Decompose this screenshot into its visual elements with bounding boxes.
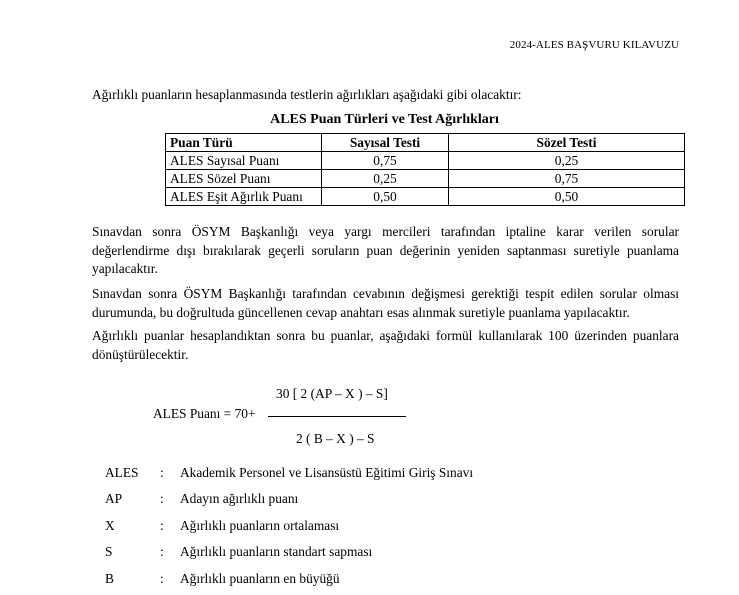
table-cell: 0,25 xyxy=(322,170,449,188)
table-cell: ALES Sayısal Puanı xyxy=(166,152,322,170)
table-title: ALES Puan Türleri ve Test Ağırlıkları xyxy=(270,112,499,127)
formula-label: ALES Puanı = 70+ xyxy=(153,406,256,421)
table-cell: ALES Sözel Puanı xyxy=(166,170,322,188)
intro-text: Ağırlıklı puanların hesaplanmasında testlerin ağırlıkları aşağıdaki gibi olacaktır: xyxy=(92,87,522,102)
column-header-verbal: Sözel Testi xyxy=(449,134,685,152)
weights-table xyxy=(165,133,685,206)
definition-description: Ağırlıklı puanların standart sapması xyxy=(180,544,373,559)
definition-colon: : xyxy=(160,571,164,586)
table-cell: 0,50 xyxy=(449,188,685,206)
definition-description: Akademik Personel ve Lisansüstü Eğitimi Giriş Sınavı xyxy=(180,465,474,480)
column-header-quantitative: Sayısal Testi xyxy=(322,134,449,152)
table-cell: 0,25 xyxy=(449,152,685,170)
definition-row xyxy=(0,544,739,562)
fraction-line xyxy=(268,416,406,417)
paragraph-answer-key-update: Sınavdan sonra ÖSYM Başkanlığı tarafından cevabının değişmesi gerektiği tespit edilen sorular olması durumunda, bu doğrultuda güncellenen cevap anahtarı esas alınmak suretiyle puanlama yapılacaktır. xyxy=(92,286,679,320)
definition-row xyxy=(0,571,739,589)
definition-description: Ağırlıklı puanların ortalaması xyxy=(180,518,340,533)
paragraph-cancelled-questions: Sınavdan sonra ÖSYM Başkanlığı veya yargı mercileri tarafından iptaline karar verilen sorular değerlendirme dışı bırakılarak geçerli soruların puan değerinin yeniden saptanması suretiyle puanlama yapılacaktır. xyxy=(92,224,679,276)
definition-colon: : xyxy=(160,465,164,480)
table-row xyxy=(166,152,685,170)
table-cell: 0,50 xyxy=(322,188,449,206)
definition-row xyxy=(0,518,739,536)
definition-colon: : xyxy=(160,544,164,559)
table-cell: 0,75 xyxy=(322,152,449,170)
table-header-row xyxy=(166,134,685,152)
definition-term: S xyxy=(105,544,113,559)
table-cell: 0,75 xyxy=(449,170,685,188)
formula-denominator: 2 ( B – X ) – S xyxy=(296,431,375,446)
definition-colon: : xyxy=(160,518,164,533)
paragraph-score-conversion: Ağırlıklı puanlar hesaplandıktan sonra bu puanlar, aşağıdaki formül kullanılarak 100 üzerinden puanlara dönüştürülecektir. xyxy=(92,328,679,362)
definition-term: X xyxy=(105,518,115,533)
definition-term: B xyxy=(105,571,114,586)
definition-colon: : xyxy=(160,491,164,506)
definition-description: Ağırlıklı puanların en büyüğü xyxy=(180,571,340,586)
definition-row xyxy=(0,491,739,509)
definition-description: Adayın ağırlıklı puanı xyxy=(180,491,299,506)
page-header: 2024-ALES BAŞVURU KILAVUZU xyxy=(509,39,679,51)
formula-numerator: 30 [ 2 (AP – X ) – S] xyxy=(276,386,388,401)
definition-row xyxy=(0,465,739,483)
table-row xyxy=(166,188,685,206)
column-header-score-type: Puan Türü xyxy=(166,134,322,152)
definition-term: ALES xyxy=(105,465,139,480)
table-cell: ALES Eşit Ağırlık Puanı xyxy=(166,188,322,206)
table-row xyxy=(166,170,685,188)
definition-term: AP xyxy=(105,491,123,506)
